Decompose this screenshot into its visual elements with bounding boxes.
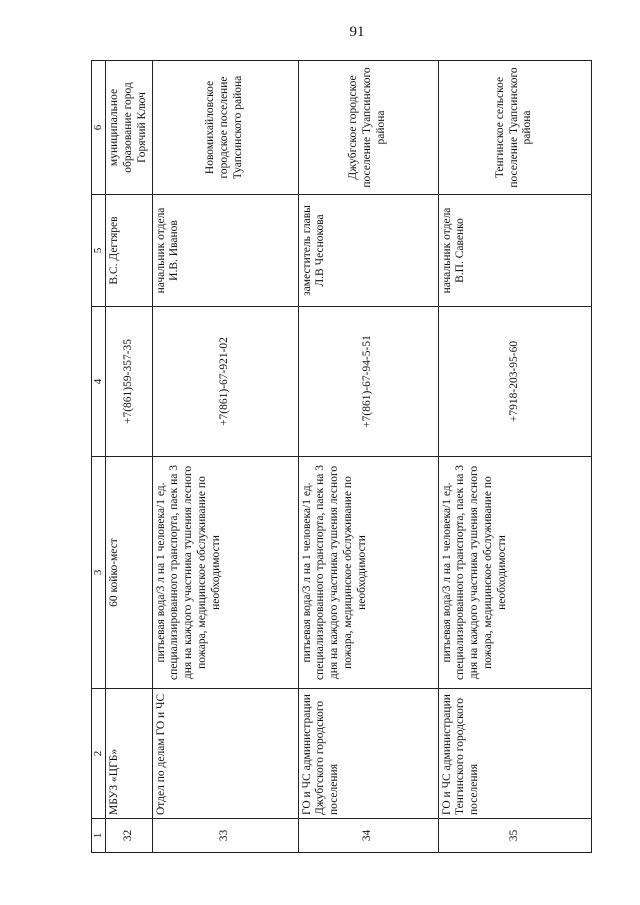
table-row	[106, 61, 152, 853]
organization-cell: МБУЗ «ЦГБ»	[106, 689, 152, 819]
resources-cell: 60 койко-мест	[106, 457, 152, 689]
column-number: 4	[92, 307, 106, 457]
column-number: 6	[92, 61, 106, 195]
contact-person-cell: заместитель главы Л.В Чеснокова	[298, 195, 438, 307]
territory-cell: Новомихайловское городское поселение Туапсинского района	[152, 61, 298, 195]
phone-cell: +7(861)-67-94-5-51	[298, 307, 438, 457]
phone-cell: +7(861)-67-921-02	[152, 307, 298, 457]
row-number: 34	[298, 819, 438, 853]
phone-cell: +7918-203-95-60	[438, 307, 591, 457]
row-number: 33	[152, 819, 298, 853]
column-number: 2	[92, 689, 106, 819]
resources-cell: питьевая вода/3 л на 1 человека/1 ед. специализированного транспорта, паек на 3 дня на каждого участника тушения лесного пожара, медицинское обслуживание по необходимости	[152, 457, 298, 689]
resources-table	[91, 60, 592, 853]
resources-cell: питьевая вода/3 л на 1 человека/1 ед. специализированного транспорта, паек на 3 дня на каждого участника тушения лесного пожара, медицинское обслуживание по необходимости	[298, 457, 438, 689]
territory-cell: Джубгское городское поселение Туапсинского района	[298, 61, 438, 195]
resources-cell: питьевая вода/3 л на 1 человека/1 ед. специализированного транспорта, паек на 3 дня на каждого участника тушения лесного пожара, медицинское обслуживание по необходимости	[438, 457, 591, 689]
territory-cell: муниципальное образование город Горячий Ключ	[106, 61, 152, 195]
organization-cell: ГО и ЧС администрации Джубгского городского поселения	[298, 689, 438, 819]
column-number: 3	[92, 457, 106, 689]
table-row	[298, 61, 438, 853]
column-number: 5	[92, 195, 106, 307]
contact-person-cell: В.С. Дегтярев	[106, 195, 152, 307]
column-number-row	[92, 61, 106, 853]
contact-person-cell: начальник отдела И.В. Иванов	[152, 195, 298, 307]
organization-cell: Отдел по делам ГО и ЧС	[152, 689, 298, 819]
rotated-table-container	[91, 61, 573, 853]
organization-cell: ГО и ЧС администрации Тенгинского городского поселения	[438, 689, 591, 819]
table-row	[438, 61, 591, 853]
row-number: 35	[438, 819, 591, 853]
table-row	[152, 61, 298, 853]
page-number: 91	[349, 24, 365, 40]
phone-cell: +7(861)59-357-35	[106, 307, 152, 457]
column-number: 1	[92, 819, 106, 853]
territory-cell: Тенгинское сельское поселение Туапсинского района	[438, 61, 591, 195]
contact-person-cell: начальник отдела В.П. Савенко	[438, 195, 591, 307]
row-number: 32	[106, 819, 152, 853]
